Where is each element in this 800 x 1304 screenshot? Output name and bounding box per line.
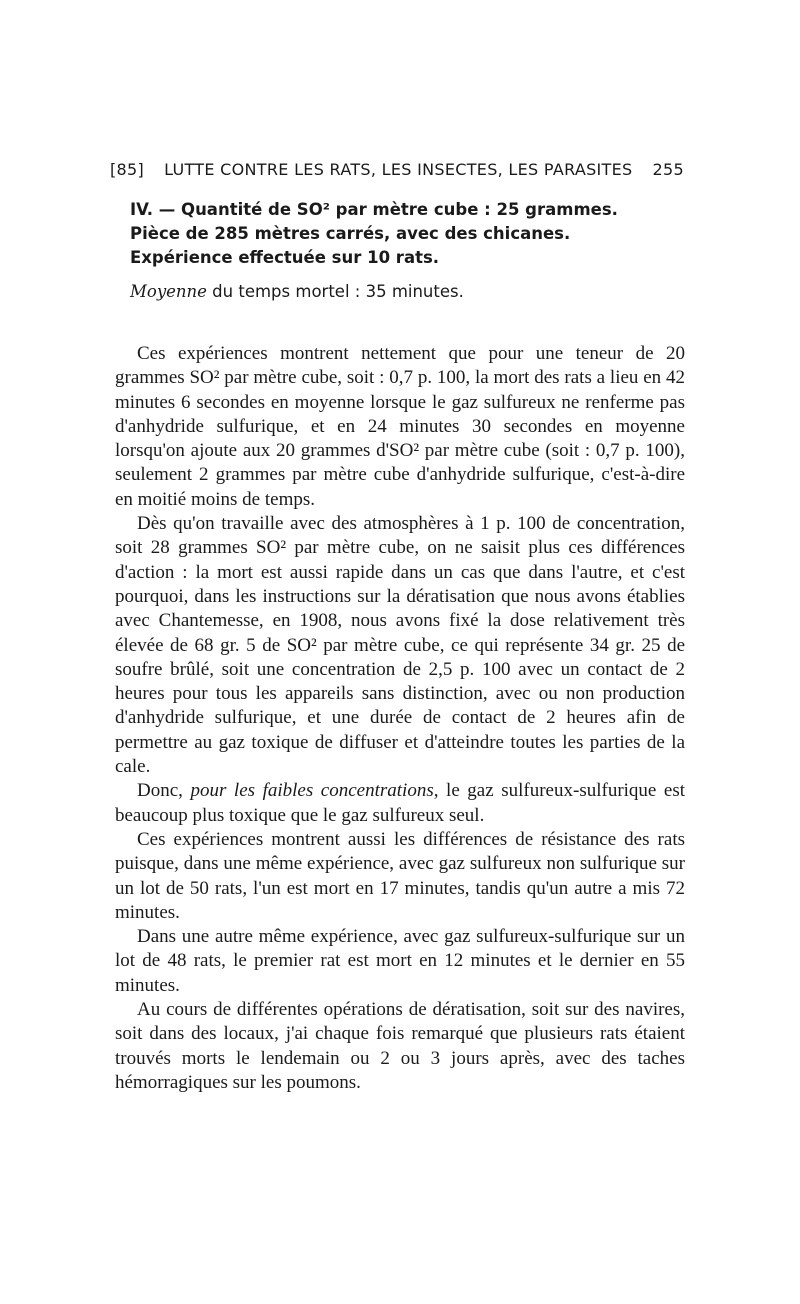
running-header xyxy=(110,160,684,179)
paragraph-3-emphasis: pour les faibles concentrations xyxy=(190,780,434,802)
average-label: Moyenne xyxy=(130,282,207,301)
paragraph-3-start: Donc, xyxy=(137,780,191,802)
average-value: du temps mortel : 35 minutes. xyxy=(206,282,464,301)
header-page-number: 255 xyxy=(652,160,684,179)
paragraph-3 xyxy=(115,779,685,828)
body-text xyxy=(115,342,685,1095)
experiment-line-2: Pièce de 285 mètres carrés, avec des chicanes. xyxy=(130,224,571,243)
average-time-line xyxy=(130,280,690,304)
paragraph-1: Ces expériences montrent nettement que pour une teneur de 20 grammes SO² par mètre cube, soit : 0,7 p. 100, la mort des rats a lieu en 42 minutes 6 secondes en moyenne lorsque le gaz sulfureux ne renferme pas d'anhydride sulfurique, et en 24 minutes 30 secondes en moyenne lorsqu'on ajoute aux 20 grammes d'SO² par mètre cube (soit : 0,7 p. 100), seulement 2 grammes par mètre cube d'anhydride sulfurique, c'est-à-dire en moitié moins de temps. xyxy=(115,343,685,510)
paragraph-2: Dès qu'on travaille avec des atmosphères à 1 p. 100 de concentration, soit 28 grammes SO² par mètre cube, on ne saisit plus ces différences d'action : la mort est aussi rapide dans un cas que dans l'autre, et c'est pourquoi, dans les instructions sur la dératisation que nous avons établies avec Chantemesse, en 1908, nous avons fixé la dose relativement très élevée de 68 gr. 5 de SO² par mètre cube, ce qui représente 34 gr. 25 de soufre brûlé, soit une concentration de 2,5 p. 100 avec un contact de 2 heures pour tous les appareils sans distinction, avec ou non production d'anhydride sulfurique, et une durée de contact de 2 heures afin de permettre au gaz toxique de diffuser et d'atteindre toutes les parties de la cale. xyxy=(115,513,685,778)
header-page-ref: [85] xyxy=(110,160,145,179)
paragraph-5: Dans une autre même expérience, avec gaz sulfureux-sulfurique sur un lot de 48 rats, le premier rat est mort en 12 minutes et le dernier en 55 minutes. xyxy=(115,926,685,996)
paragraph-6: Au cours de différentes opérations de dératisation, soit sur des navires, soit dans des locaux, j'ai chaque fois remarqué que plusieurs rats étaient trouvés morts le lendemain ou 2 ou 3 jours après, avec des taches hémorragiques sur les poumons. xyxy=(115,999,685,1093)
experiment-line-3: Expérience effectuée sur 10 rats. xyxy=(130,248,440,267)
paragraph-4: Ces expériences montrent aussi les différences de résistance des rats puisque, dans une même expérience, avec gaz sulfureux non sulfurique sur un lot de 50 rats, l'un est mort en 17 minutes, tandis qu'un autre a mis 72 minutes. xyxy=(115,828,685,923)
experiment-summary xyxy=(130,198,690,270)
paragraph-3-end: , le gaz sulfureux-sulfurique est beaucoup plus toxique que le gaz sulfureux seul. xyxy=(115,780,686,826)
header-title: LUTTE CONTRE LES RATS, LES INSECTES, LES PARASITES xyxy=(164,160,633,179)
experiment-line-1: IV. — Quantité de SO² par mètre cube : 25 grammes. xyxy=(130,200,618,219)
